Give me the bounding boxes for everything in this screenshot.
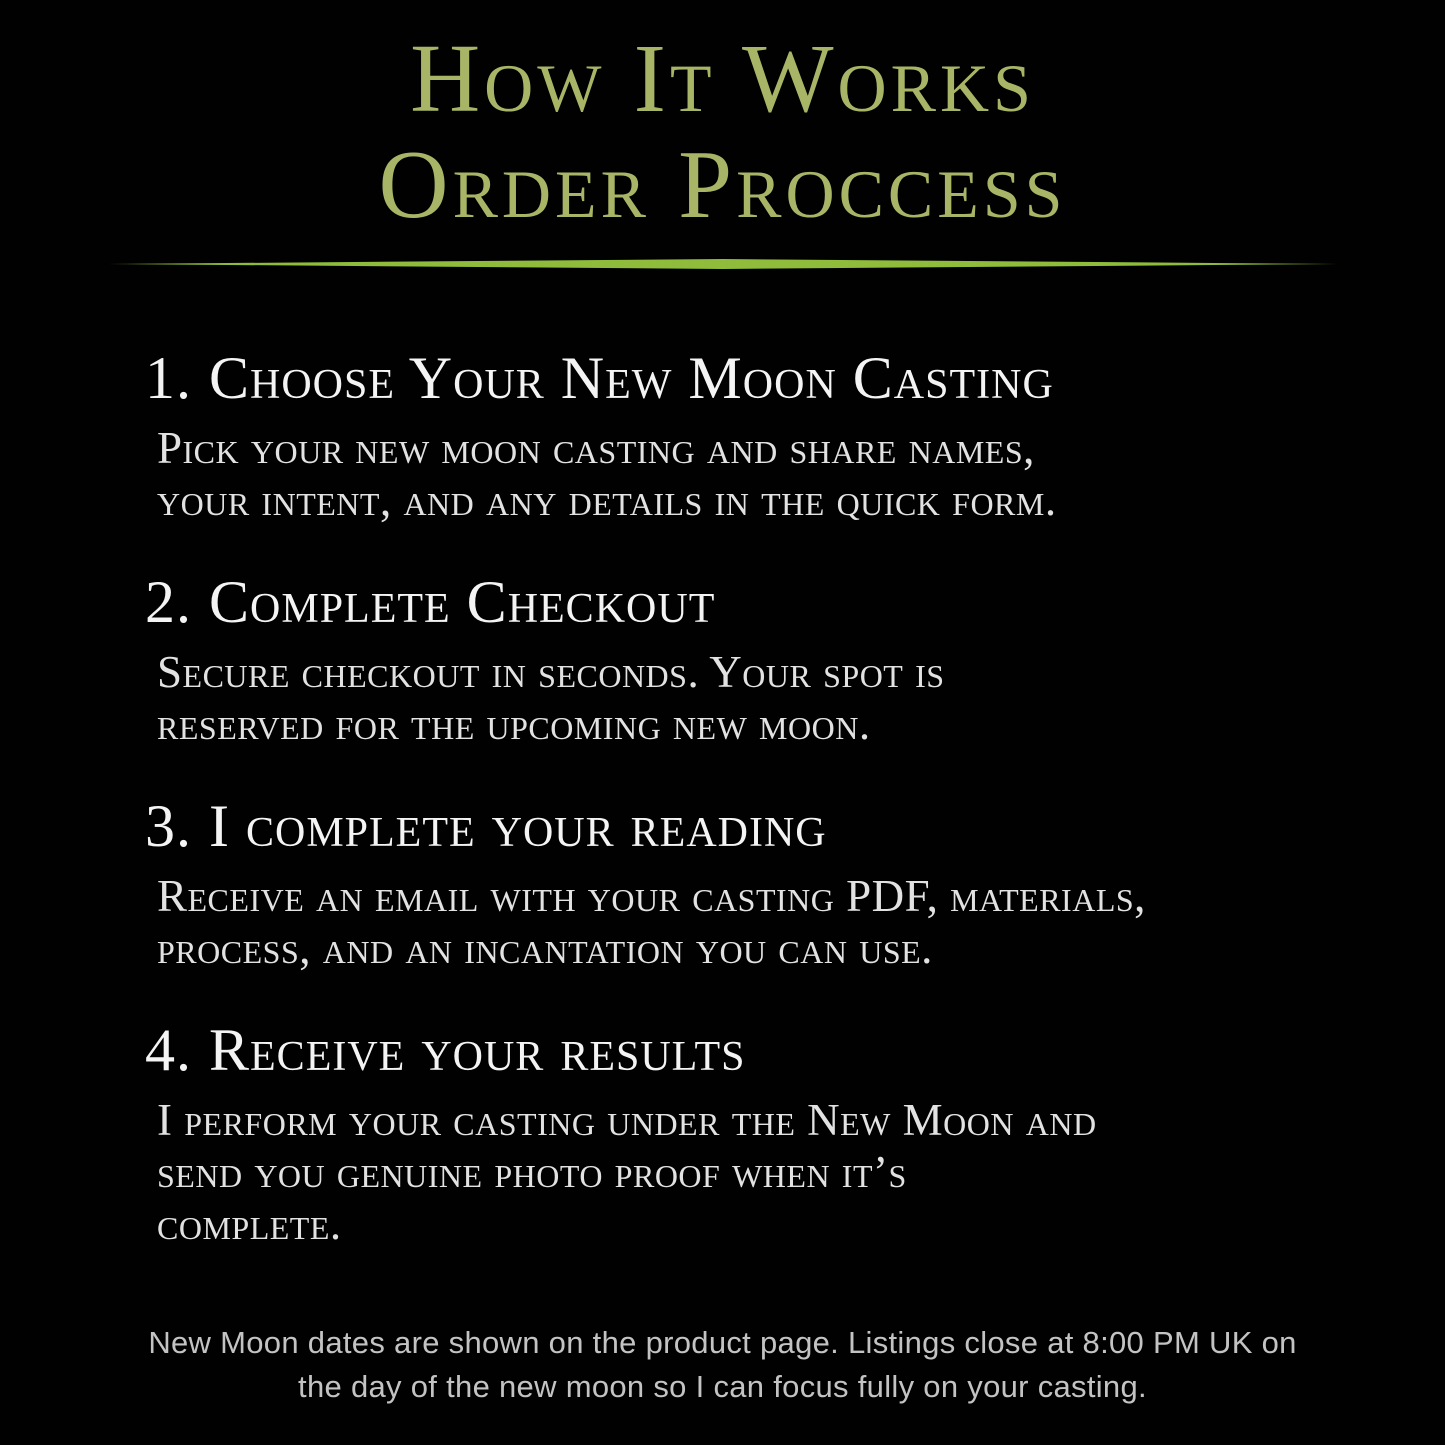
step-body-line: Secure checkout in seconds. Your spot is	[157, 647, 945, 697]
step-item-1	[145, 345, 1355, 526]
step-item-4	[145, 1017, 1355, 1250]
steps-list	[0, 345, 1445, 1250]
step-heading-row	[145, 1017, 1355, 1083]
tapered-divider-line	[108, 258, 1338, 270]
footer-note	[0, 1321, 1445, 1409]
step-heading-row	[145, 793, 1355, 859]
step-body-line: Receive an email with your casting PDF, materials,	[157, 871, 1146, 921]
step-heading-row	[145, 569, 1355, 635]
step-body-line: your intent, and any details in the quick form.	[157, 475, 1057, 525]
footer-line-2: the day of the new moon so I can focus fully on your casting.	[298, 1369, 1147, 1404]
footer-line-1: New Moon dates are shown on the product page. Listings close at 8:00 PM UK on	[148, 1325, 1297, 1360]
step-number: 1.	[145, 345, 192, 411]
step-number: 2.	[145, 569, 192, 635]
title-line-1: How It Works	[410, 25, 1035, 132]
step-body-line: send you genuine photo proof when it’s	[157, 1147, 907, 1197]
step-heading-row	[145, 345, 1355, 411]
step-item-2	[145, 569, 1355, 750]
step-body	[157, 422, 1355, 526]
page-title	[0, 0, 1445, 238]
step-body-line: Pick your new moon casting and share names,	[157, 423, 1035, 473]
step-heading: Choose Your New Moon Casting	[209, 345, 1054, 411]
step-body-line: process, and an incantation you can use.	[157, 923, 933, 973]
step-number: 4.	[145, 1017, 192, 1083]
step-number: 3.	[145, 793, 192, 859]
step-heading: Complete Checkout	[209, 569, 716, 635]
step-heading: I complete your reading	[209, 793, 827, 859]
step-body	[157, 870, 1355, 974]
step-heading: Receive your results	[209, 1017, 746, 1083]
step-body-line: reserved for the upcoming new moon.	[157, 699, 871, 749]
step-body	[157, 646, 1355, 750]
step-body-line: I perform your casting under the New Moon and	[157, 1095, 1097, 1145]
step-body	[157, 1094, 1355, 1250]
title-line-2: Order Proccess	[378, 131, 1067, 238]
step-item-3	[145, 793, 1355, 974]
divider	[0, 258, 1445, 270]
step-body-line: complete.	[157, 1199, 342, 1249]
